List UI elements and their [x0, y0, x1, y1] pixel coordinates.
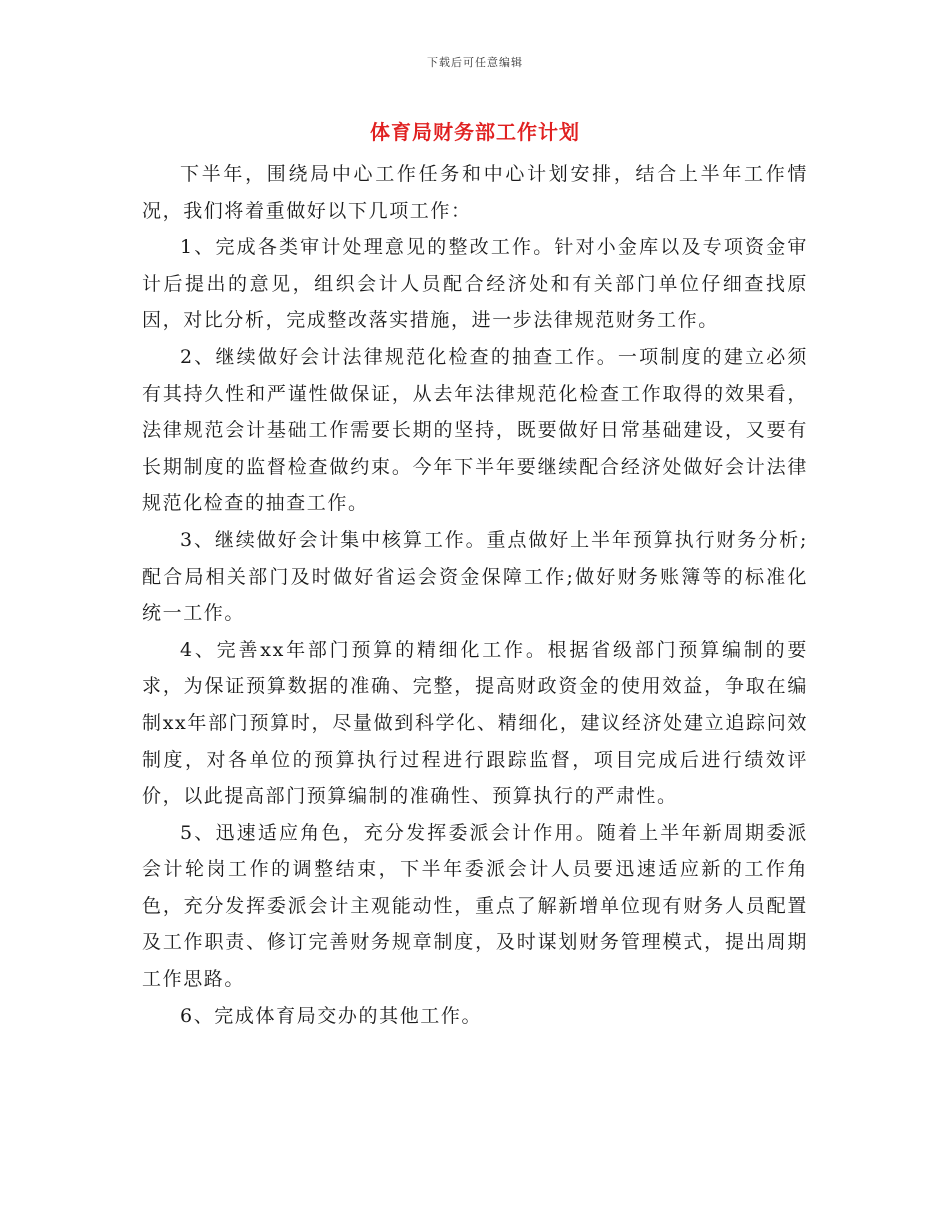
- paragraph-intro: 下半年，围绕局中心工作任务和中心计划安排，结合上半年工作情况，我们将着重做好以下几项工作：: [142, 163, 808, 222]
- paragraph-item-2: 2、继续做好会计法律规范化检查的抽查工作。一项制度的建立必须有其持久性和严谨性做保证，从去年法律规范化检查工作取得的效果看，法律规范会计基础工作需要长期的坚持，既要做好日常基础建设，又要有长期制度的监督检查做约束。今年下半年要继续配合经济处做好会计法律规范化检查的抽查工作。: [142, 345, 808, 515]
- paragraph-item-5: 5、迅速适应角色，充分发挥委派会计作用。随着上半年新周期委派会计轮岗工作的调整结束，下半年委派会计人员要迅速适应新的工作角色，充分发挥委派会计主观能动性，重点了解新增单位现有财务人员配置及工作职责、修订完善财务规章制度，及时谋划财务管理模式，提出周期工作思路。: [142, 821, 808, 991]
- header-note: 下载后可任意编辑: [427, 56, 523, 69]
- paragraph-item-4: 4、完善xx年部门预算的精细化工作。根据省级部门预算编制的要求，为保证预算数据的准确、完整，提高财政资金的使用效益，争取在编制xx年部门预算时，尽量做到科学化、精细化，建议经济处建立追踪问效制度，对各单位的预算执行过程进行跟踪监督，项目完成后进行绩效评价，以此提高部门预算编制的准确性、预算执行的严肃性。: [142, 638, 808, 808]
- paragraph-item-1: 1、完成各类审计处理意见的整改工作。针对小金库以及专项资金审计后提出的意见，组织会计人员配合经济处和有关部门单位仔细查找原因，对比分析，完成整改落实措施，进一步法律规范财务工作。: [142, 236, 808, 332]
- page-title: 体育局财务部工作计划: [370, 120, 580, 144]
- document-body: [142, 156, 808, 1034]
- paragraph-item-6: 6、完成体育局交办的其他工作。: [180, 1004, 483, 1027]
- paragraph-item-3: 3、继续做好会计集中核算工作。重点做好上半年预算执行财务分析;配合局相关部门及时做好省运会资金保障工作;做好财务账簿等的标准化统一工作。: [142, 528, 808, 625]
